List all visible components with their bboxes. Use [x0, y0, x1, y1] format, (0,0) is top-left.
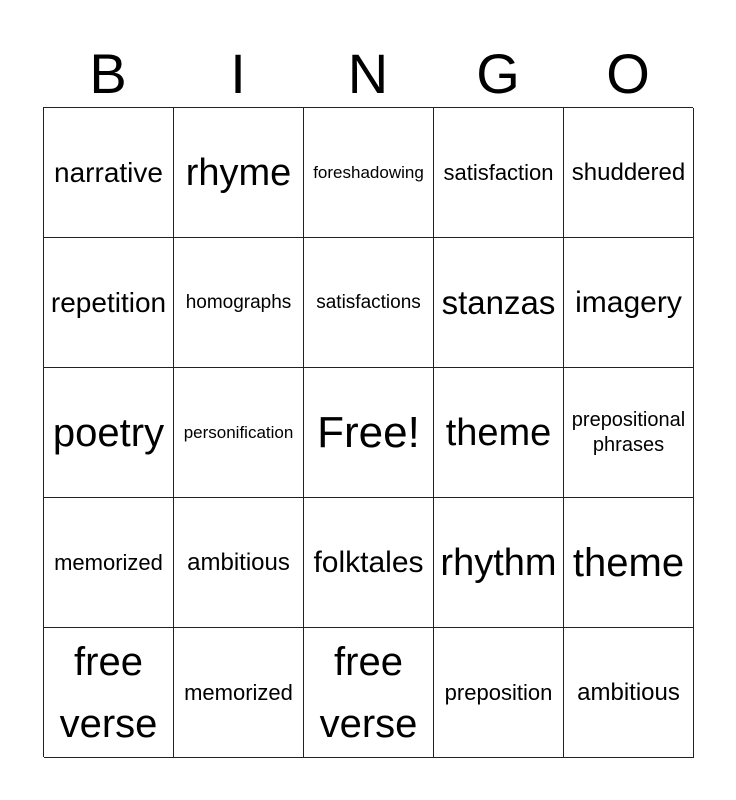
cell-word: poetry [52, 410, 165, 455]
bingo-cell[interactable] [564, 368, 694, 498]
bingo-cell[interactable] [174, 238, 304, 368]
bingo-cell[interactable] [434, 498, 564, 628]
free-space-label: Free! [317, 407, 420, 457]
bingo-cell[interactable] [564, 498, 694, 628]
cell-word: rhyme [185, 151, 292, 194]
bingo-cell[interactable] [44, 628, 174, 758]
bingo-cell[interactable] [44, 498, 174, 628]
bingo-cell[interactable] [564, 108, 694, 238]
header-letter-g: G [476, 42, 520, 105]
bingo-cell[interactable] [304, 628, 434, 758]
header-letter-b: B [89, 42, 127, 105]
bingo-cell[interactable] [174, 498, 304, 628]
bingo-cell[interactable] [434, 238, 564, 368]
cell-word: theme [445, 411, 552, 454]
cell-word: theme [572, 540, 685, 585]
header-letter-n: N [347, 42, 389, 105]
bingo-cell[interactable] [304, 238, 434, 368]
bingo-cell[interactable] [564, 628, 694, 758]
cell-word: satisfactions [316, 291, 421, 313]
bingo-cell[interactable] [434, 108, 564, 238]
bingo-cell[interactable] [434, 628, 564, 758]
bingo-cell[interactable] [174, 628, 304, 758]
cell-word: homographs [185, 291, 292, 313]
bingo-board [43, 107, 693, 757]
cell-word: shuddered [571, 159, 686, 186]
cell-word: ambitious [577, 679, 680, 706]
cell-word: foreshadowing [313, 162, 424, 182]
cell-word: ambitious [187, 549, 290, 576]
bingo-cell[interactable] [44, 238, 174, 368]
free-space[interactable] [304, 368, 434, 498]
cell-word: memorized [184, 680, 293, 705]
cell-word: stanzas [441, 283, 556, 321]
bingo-cell[interactable] [304, 108, 434, 238]
bingo-cell[interactable] [174, 368, 304, 498]
cell-word: prepositional phrases [571, 408, 686, 456]
bingo-cell[interactable] [44, 108, 174, 238]
cell-word: folktales [313, 546, 424, 579]
bingo-cell[interactable] [304, 498, 434, 628]
bingo-cell[interactable] [44, 368, 174, 498]
bingo-header [43, 40, 693, 108]
cell-word: memorized [54, 550, 163, 575]
cell-word: imagery [575, 286, 682, 319]
bingo-cell[interactable] [564, 238, 694, 368]
header-letter-o: O [606, 42, 650, 105]
bingo-cell[interactable] [434, 368, 564, 498]
cell-word: preposition [444, 680, 553, 705]
cell-word: rhythm [440, 541, 557, 584]
bingo-cell[interactable] [174, 108, 304, 238]
cell-word: satisfaction [443, 160, 554, 185]
header-letter-i: I [230, 42, 246, 105]
cell-word: narrative [54, 157, 163, 188]
cell-word: free verse [59, 639, 158, 746]
cell-word: repetition [50, 287, 167, 318]
cell-word: free verse [319, 639, 418, 746]
cell-word: personification [183, 422, 294, 442]
